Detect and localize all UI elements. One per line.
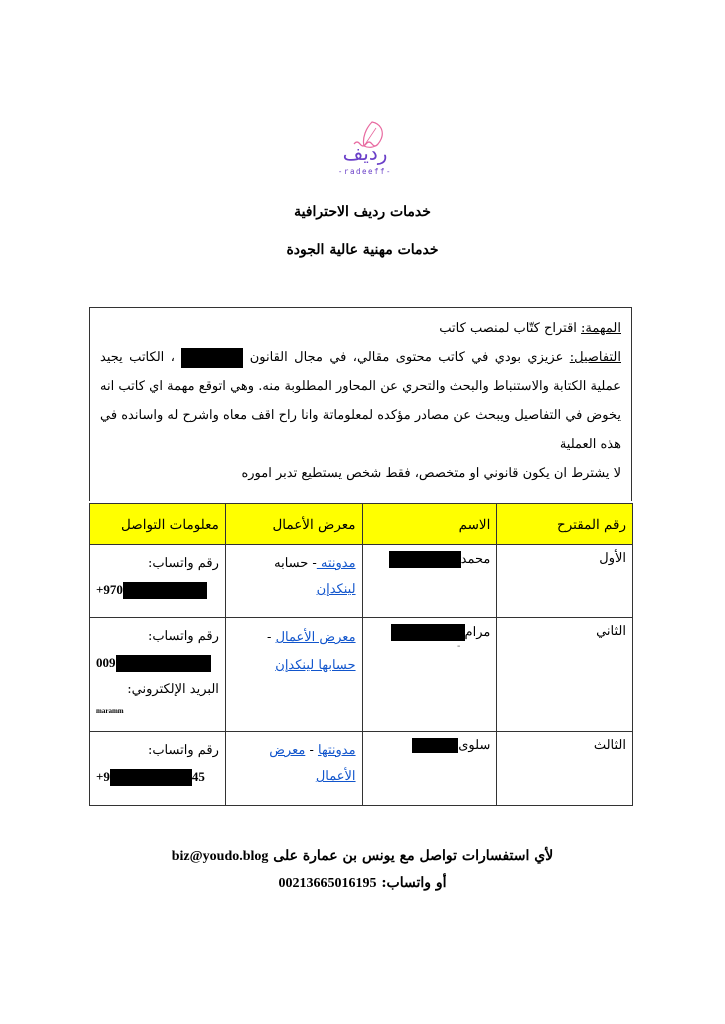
redacted-block — [116, 655, 211, 672]
footer-line-1 — [0, 843, 725, 870]
phone-prefix: +9 — [96, 769, 110, 784]
phone-suffix: 45 — [191, 769, 205, 784]
whatsapp-label: رقم واتساب: — [147, 743, 219, 758]
portfolio-link[interactable]: معرض الأعمال — [275, 630, 356, 645]
redacted-block — [412, 738, 458, 753]
details-text-1: عزيزي بودي في كاتب محتوى مقالي، في مجال القانون — [243, 350, 570, 365]
name-cell — [362, 618, 497, 732]
email-row — [96, 703, 219, 718]
linkedin-link[interactable]: لينكدإن — [316, 582, 356, 597]
separator-text: - — [305, 743, 318, 758]
separator-text: - — [267, 630, 276, 645]
name-cell — [362, 732, 497, 806]
header-name: الاسم — [362, 504, 497, 545]
whatsapp-label: رقم واتساب: — [147, 629, 219, 644]
email-label: البريد الإلكتروني: — [127, 682, 219, 697]
radeeff-logo — [320, 118, 410, 176]
heading-subtitle: خدمات مهنية عالية الجودة — [286, 242, 439, 258]
table-row — [90, 545, 633, 618]
redacted-block — [391, 624, 465, 641]
rank-cell: الثالث — [497, 732, 633, 806]
header-portfolio: معرض الأعمال — [225, 504, 362, 545]
name-text: محمد — [460, 552, 491, 567]
separator-text: - حسابه — [274, 556, 317, 571]
blog-link[interactable]: مدونتها — [317, 743, 356, 758]
svg-text:-radeeff-: -radeeff- — [337, 167, 393, 176]
condition-line: لا يشترط ان يكون قانوني او متخصص، فقط شخص يستطيع تدبر اموره — [241, 466, 621, 481]
footer-line-2 — [0, 870, 725, 897]
name-note: - — [456, 641, 461, 652]
redacted-block — [181, 348, 243, 368]
details-label: التفاصيل: — [569, 350, 621, 365]
header-rank: رقم المقترح — [497, 504, 633, 545]
footer-whatsapp-label: أو واتساب: — [376, 875, 447, 891]
details-text-2: ، الكاتب يجيد عملية الكتابة والاستنباط والبحث والتحري عن المحاور المطلوبة منه. وهي اتوقع مهمة اي كاتب انه يخوض في التفاصيل ويبحث عن مصادر مؤكده لمعلوماتة وانا راح اقف معاه واشرح له واسانده في هذه العملية — [100, 350, 621, 452]
blog-link[interactable]: مدونته — [316, 556, 356, 571]
header-contact: معلومات التواصل — [90, 504, 226, 545]
phone-row — [96, 650, 219, 677]
phone-row — [96, 577, 219, 604]
feather-quill-icon — [320, 118, 410, 176]
phone-prefix: 009 — [96, 655, 116, 670]
whatsapp-label: رقم واتساب: — [147, 556, 219, 571]
redacted-block — [110, 769, 192, 786]
footer-contact — [0, 843, 725, 897]
contact-phone[interactable]: 00213665016195 — [278, 876, 377, 891]
contact-email[interactable]: biz@youdo.blog — [171, 849, 269, 864]
mission-line — [100, 314, 621, 343]
task-description-box — [89, 307, 632, 501]
rank-cell: الأول — [497, 545, 633, 618]
redacted-block — [389, 551, 461, 568]
portfolio-cell — [225, 545, 362, 618]
phone-prefix: +970 — [96, 582, 123, 597]
portfolio-cell — [225, 732, 362, 806]
footer-text: لأي استفسارات تواصل مع يونس بن عمارة على — [268, 848, 554, 864]
table-header-row — [90, 504, 633, 545]
contact-cell — [90, 732, 226, 806]
contact-cell — [90, 618, 226, 732]
table-row — [90, 618, 633, 732]
portfolio-cell — [225, 618, 362, 732]
phone-row — [96, 764, 219, 791]
heading-title: خدمات رديف الاحترافية — [294, 204, 431, 220]
contact-cell — [90, 545, 226, 618]
svg-text:رديف: رديف — [342, 141, 388, 165]
linkedin-link[interactable]: حسابها لينكدإن — [275, 658, 356, 673]
name-text: سلوى — [458, 738, 491, 753]
mission-text: اقتراح كتّاب لمنصب كاتب — [439, 321, 582, 336]
details-paragraph — [100, 343, 621, 459]
mission-label: المهمة: — [581, 321, 621, 336]
table-row — [90, 732, 633, 806]
name-cell — [362, 545, 497, 618]
redacted-block — [123, 582, 207, 599]
name-text: مرام — [464, 625, 491, 640]
rank-cell: الثاني — [497, 618, 633, 732]
candidates-table — [89, 503, 633, 806]
portfolio-link[interactable]: معرض الأعمال — [269, 743, 356, 784]
email-value: maramm — [96, 707, 124, 715]
